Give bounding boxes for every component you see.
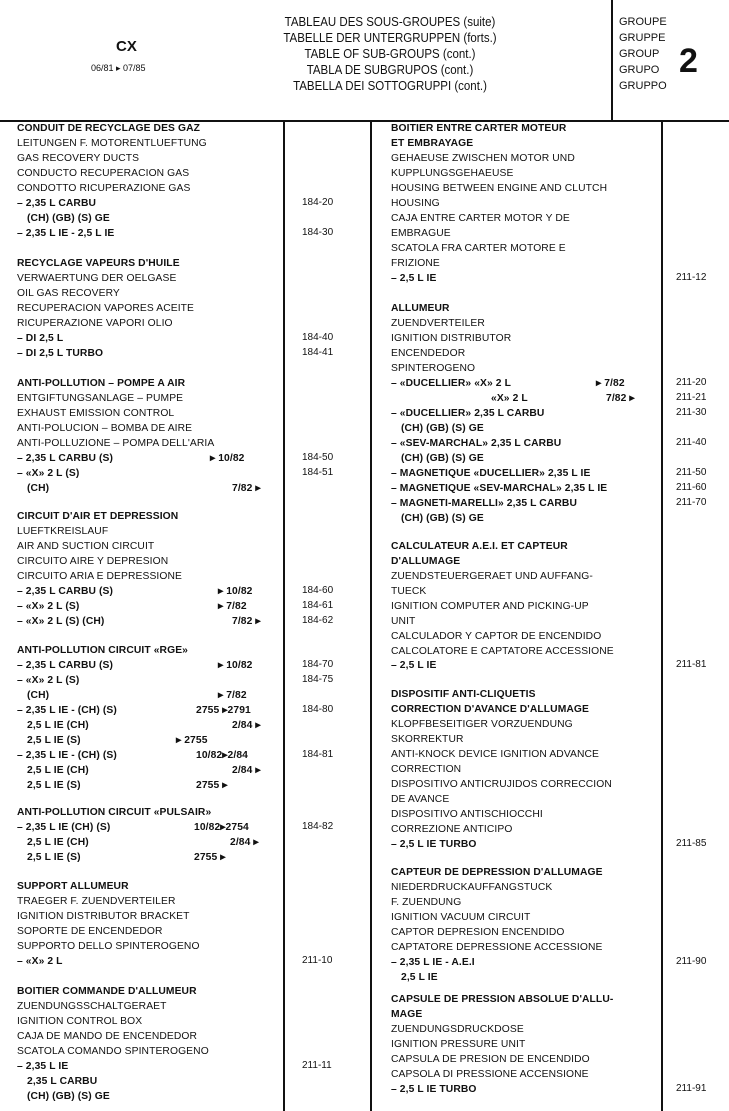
reference-number: 211-11	[302, 1060, 332, 1071]
entry-label: CAPSULE DE PRESSION ABSOLUE D'ALLU-	[391, 994, 614, 1005]
date-range-marker: 2/84 ▸	[232, 720, 261, 731]
entry-translation: SCATOLA FRA CARTER MOTORE E	[391, 243, 566, 254]
entry-label: 2,5 L IE (CH)	[27, 837, 89, 848]
entry-translation: LEITUNGEN F. MOTORENTLUEFTUNG	[17, 138, 207, 149]
entry-label: – 2,35 L IE - 2,5 L IE	[17, 228, 115, 239]
reference-number: 211-10	[302, 955, 333, 966]
reference-number: 211-50	[676, 467, 707, 478]
entry-label: ANTI-POLLUTION – POMPE A AIR	[17, 378, 186, 389]
entry-label: – 2,35 L CARBU (S)	[17, 586, 114, 597]
date-range-marker: 7/82 ▸	[232, 483, 261, 494]
reference-number: 184-62	[302, 615, 334, 626]
date-range-marker: 7/82 ▸	[606, 393, 635, 404]
reference-number: 184-60	[302, 585, 334, 596]
entry-translation: ZUENDUNGSDRUCKDOSE	[391, 1024, 524, 1035]
entry-label: – 2,35 L IE - (CH) (S)	[17, 705, 117, 716]
title-line: TABELLA DEI SOTTOGRUPPI (cont.)	[293, 79, 487, 93]
entry-translation: FRIZIONE	[391, 258, 440, 269]
entry-label: 2,5 L IE (CH)	[27, 720, 89, 731]
entry-translation: KLOPFBESEITIGER VORZUENDUNG	[391, 719, 573, 730]
reference-number: 211-20	[676, 377, 707, 388]
entry-translation: RICUPERAZIONE VAPORI OLIO	[17, 318, 173, 329]
entry-translation: CORRECTION	[391, 764, 462, 775]
entry-translation: CAJA ENTRE CARTER MOTOR Y DE	[391, 213, 570, 224]
entry-label: – 2,5 L IE TURBO	[391, 1084, 477, 1095]
entry-translation: RECUPERACION VAPORES ACEITE	[17, 303, 195, 314]
entry-translation: ANTI-POLLUZIONE – POMPA DELL'ARIA	[17, 438, 215, 449]
reference-number: 184-40	[302, 332, 334, 343]
entry-translation: NIEDERDRUCKAUFFANGSTUCK	[391, 882, 553, 893]
entry-label: D'ALLUMAGE	[391, 556, 461, 567]
entry-label: – «X» 2 L (S)	[17, 468, 80, 479]
entry-label: (CH) (GB) (S) GE	[401, 423, 484, 434]
group-label: GRUPPO	[619, 80, 667, 92]
entry-label: (CH) (GB) (S) GE	[27, 213, 110, 224]
entry-label: – 2,35 L CARBU (S)	[17, 660, 114, 671]
entry-label: – «SEV-MARCHAL» 2,35 L CARBU	[391, 438, 562, 449]
date-range-marker: ▸ 7/82	[218, 601, 247, 612]
entry-label: – MAGNETIQUE «DUCELLIER» 2,35 L IE	[391, 468, 591, 479]
date-range-marker: 2/84 ▸	[230, 837, 259, 848]
entry-translation: ENTGIFTUNGSANLAGE – PUMPE	[17, 393, 184, 404]
group-number: 2	[679, 42, 698, 80]
date-range-marker: ▸ 7/82	[596, 378, 625, 389]
reference-number: 184-82	[302, 821, 334, 832]
entry-translation: EMBRAGUE	[391, 228, 451, 239]
entry-label: DISPOSITIF ANTI-CLIQUETIS	[391, 689, 536, 700]
date-range-marker: ▸ 10/82	[218, 660, 253, 671]
entry-translation: IGNITION DISTRIBUTOR	[391, 333, 512, 344]
column-divider	[370, 120, 372, 1111]
entry-label: – «X» 2 L (S) (CH)	[17, 616, 105, 627]
reference-number: 184-41	[302, 347, 334, 358]
entry-label: – 2,5 L IE	[391, 273, 437, 284]
entry-translation: ENCENDEDOR	[391, 348, 466, 359]
entry-translation: LUEFTKREISLAUF	[17, 526, 109, 537]
entry-translation: GAS RECOVERY DUCTS	[17, 153, 140, 164]
reference-number: 211-90	[676, 956, 707, 967]
entry-translation: CALCOLATORE E CAPTATORE ACCESSIONE	[391, 646, 614, 657]
reference-number: 211-12	[676, 272, 707, 283]
entry-label: – 2,35 L IE - A.E.I	[391, 957, 475, 968]
entry-translation: IGNITION PRESSURE UNIT	[391, 1039, 526, 1050]
entry-label: – 2,5 L IE TURBO	[391, 839, 477, 850]
date-range-marker: ▸ 2755	[176, 735, 208, 746]
entry-translation: DISPOSITIVO ANTISCHIOCCHI	[391, 809, 543, 820]
group-labels	[619, 14, 667, 94]
entry-translation: CAJA DE MANDO DE ENCENDEDOR	[17, 1031, 198, 1042]
entry-translation: KUPPLUNGSGEHAEUSE	[391, 168, 514, 179]
entry-label: – 2,35 L IE	[17, 1061, 69, 1072]
entry-translation: UNIT	[391, 616, 416, 627]
entry-translation: CORREZIONE ANTICIPO	[391, 824, 513, 835]
entry-label: – «DUCELLIER» 2,35 L CARBU	[391, 408, 545, 419]
entry-translation: ZUENDVERTEILER	[391, 318, 485, 329]
entry-translation: SOPORTE DE ENCENDEDOR	[17, 926, 163, 937]
entry-label: – «X» 2 L (S)	[17, 675, 80, 686]
entry-translation: IGNITION VACUUM CIRCUIT	[391, 912, 531, 923]
entry-label: MAGE	[391, 1009, 423, 1020]
date-range-marker: 10/82▸2754	[194, 822, 249, 833]
entry-translation: OIL GAS RECOVERY	[17, 288, 120, 299]
group-divider	[611, 0, 613, 120]
entry-translation: IGNITION CONTROL BOX	[17, 1016, 143, 1027]
entry-translation: ZUENDSTEUERGERAET UND AUFFANG-	[391, 571, 593, 582]
entry-translation: ZUENDUNGSSCHALTGERAET	[17, 1001, 167, 1012]
entry-translation: SCATOLA COMANDO SPINTEROGENO	[17, 1046, 209, 1057]
entry-label: BOITIER ENTRE CARTER MOTEUR	[391, 123, 567, 134]
title-line: TABELLE DER UNTERGRUPPEN (forts.)	[283, 31, 497, 45]
entry-translation: CAPSOLA DI PRESSIONE ACCENSIONE	[391, 1069, 589, 1080]
entry-translation: AIR AND SUCTION CIRCUIT	[17, 541, 155, 552]
entry-label: 2,5 L IE	[401, 972, 438, 983]
entry-translation: ANTI-POLUCION – BOMBA DE AIRE	[17, 423, 193, 434]
date-range-marker: 7/82 ▸	[232, 616, 261, 627]
reference-number: 184-81	[302, 749, 334, 760]
entry-label: (CH)	[27, 690, 50, 701]
entry-translation: EXHAUST EMISSION CONTROL	[17, 408, 175, 419]
reference-number: 211-81	[676, 659, 707, 670]
reference-number: 184-50	[302, 452, 334, 463]
entry-translation: TUECK	[391, 586, 427, 597]
reference-number: 184-61	[302, 600, 334, 611]
entry-label: – «DUCELLIER» «X» 2 L	[391, 378, 511, 389]
entry-label: ALLUMEUR	[391, 303, 450, 314]
entry-label: – 2,35 L CARBU	[17, 198, 97, 209]
entry-label: (CH) (GB) (S) GE	[401, 513, 484, 524]
entry-translation: F. ZUENDUNG	[391, 897, 462, 908]
title-line: TABLE OF SUB-GROUPS (cont.)	[304, 47, 476, 61]
reference-number: 211-91	[676, 1083, 707, 1094]
date-range-marker: 2/84 ▸	[232, 765, 261, 776]
entry-translation: CONDOTTO RICUPERAZIONE GAS	[17, 183, 191, 194]
group-label: GROUPE	[619, 16, 667, 28]
page-titles	[230, 14, 550, 94]
entry-translation: CONDUCTO RECUPERACION GAS	[17, 168, 190, 179]
entry-translation: TRAEGER F. ZUENDVERTEILER	[17, 896, 176, 907]
date-range: 06/81 ▸ 07/85	[91, 63, 146, 73]
reference-number: 184-51	[302, 467, 334, 478]
title-line: TABLEAU DES SOUS-GROUPES (suite)	[284, 15, 496, 29]
entry-translation: CAPTATORE DEPRESSIONE ACCESSIONE	[391, 942, 603, 953]
reference-number: 211-21	[676, 392, 707, 403]
date-range-marker: ▸ 10/82	[210, 453, 245, 464]
entry-label: ANTI-POLLUTION CIRCUIT «PULSAIR»	[17, 807, 212, 818]
entry-translation: CAPTOR DEPRESION ENCENDIDO	[391, 927, 565, 938]
entry-translation: VERWAERTUNG DER OELGASE	[17, 273, 177, 284]
entry-translation: CALCULADOR Y CAPTOR DE ENCENDIDO	[391, 631, 602, 642]
entry-label: – 2,5 L IE	[391, 660, 437, 671]
entry-translation: IGNITION COMPUTER AND PICKING-UP	[391, 601, 589, 612]
reference-number: 184-70	[302, 659, 334, 670]
reference-number: 211-40	[676, 437, 707, 448]
group-label: GRUPO	[619, 64, 660, 76]
entry-label: «X» 2 L	[491, 393, 528, 404]
entry-label: 2,5 L IE (S)	[27, 735, 81, 746]
entry-translation: CIRCUITO AIRE Y DEPRESION	[17, 556, 169, 567]
entry-label: – «X» 2 L (S)	[17, 601, 80, 612]
reference-number: 184-20	[302, 197, 334, 208]
entry-label: – MAGNETI-MARELLI» 2,35 L CARBU	[391, 498, 577, 509]
entry-label: SUPPORT ALLUMEUR	[17, 881, 129, 892]
entry-label: – MAGNETIQUE «SEV-MARCHAL» 2,35 L IE	[391, 483, 608, 494]
entry-label: BOITIER COMMANDE D'ALLUMEUR	[17, 986, 197, 997]
group-label: GRUPPE	[619, 32, 666, 44]
date-range-marker: ▸ 7/82	[218, 690, 247, 701]
entry-label: RECYCLAGE VAPEURS D'HUILE	[17, 258, 180, 269]
entry-label: CIRCUIT D'AIR ET DEPRESSION	[17, 511, 179, 522]
entry-label: CALCULATEUR A.E.I. ET CAPTEUR	[391, 541, 568, 552]
entry-label: CONDUIT DE RECYCLAGE DES GAZ	[17, 123, 201, 134]
model-name: CX	[116, 38, 137, 55]
entry-translation: CAPSULA DE PRESION DE ENCENDIDO	[391, 1054, 590, 1065]
entry-label: 2,5 L IE (CH)	[27, 765, 89, 776]
entry-translation: IGNITION DISTRIBUTOR BRACKET	[17, 911, 190, 922]
entry-label: – DI 2,5 L TURBO	[17, 348, 104, 359]
entry-label: – «X» 2 L	[17, 956, 63, 967]
reference-number: 211-60	[676, 482, 707, 493]
entry-translation: SPINTEROGENO	[391, 363, 476, 374]
title-line: TABLA DE SUBGRUPOS (cont.)	[306, 63, 474, 77]
entry-label: (CH) (GB) (S) GE	[401, 453, 484, 464]
entry-label: (CH)	[27, 483, 50, 494]
reference-number: 211-85	[676, 838, 707, 849]
entry-translation: GEHAEUSE ZWISCHEN MOTOR UND	[391, 153, 575, 164]
entry-label: – DI 2,5 L	[17, 333, 64, 344]
entry-translation: HOUSING BETWEEN ENGINE AND CLUTCH	[391, 183, 608, 194]
reference-number: 211-30	[676, 407, 707, 418]
entry-label: 2,5 L IE (S)	[27, 780, 81, 791]
group-label: GROUP	[619, 48, 660, 60]
date-range-marker: 2755 ▸	[196, 780, 228, 791]
entry-translation: SUPPORTO DELLO SPINTEROGENO	[17, 941, 200, 952]
right-ref-divider	[661, 120, 663, 1111]
reference-number: 184-80	[302, 704, 334, 715]
reference-number: 211-70	[676, 497, 707, 508]
entry-translation: CIRCUITO ARIA E DEPRESSIONE	[17, 571, 183, 582]
entry-translation: ANTI-KNOCK DEVICE IGNITION ADVANCE	[391, 749, 600, 760]
entry-label: – 2,35 L CARBU (S)	[17, 453, 114, 464]
entry-label: 2,35 L CARBU	[27, 1076, 98, 1087]
entry-label: CORRECTION D'AVANCE D'ALLUMAGE	[391, 704, 590, 715]
date-range-marker: 2755 ▸2791	[196, 705, 251, 716]
date-range-marker: ▸ 10/82	[218, 586, 253, 597]
reference-number: 184-30	[302, 227, 334, 238]
entry-label: ANTI-POLLUTION CIRCUIT «RGE»	[17, 645, 188, 656]
entry-label: – 2,35 L IE (CH) (S)	[17, 822, 111, 833]
entry-translation: SKORREKTUR	[391, 734, 464, 745]
entry-label: (CH) (GB) (S) GE	[27, 1091, 110, 1102]
reference-number: 184-75	[302, 674, 334, 685]
entry-label: – 2,35 L IE - (CH) (S)	[17, 750, 117, 761]
entry-label: 2,5 L IE (S)	[27, 852, 81, 863]
entry-label: CAPTEUR DE DEPRESSION D'ALLUMAGE	[391, 867, 603, 878]
entry-translation: DISPOSITIVO ANTICRUJIDOS CORRECCION	[391, 779, 612, 790]
left-ref-divider	[283, 120, 285, 1111]
entry-translation: DE AVANCE	[391, 794, 450, 805]
entry-translation: HOUSING	[391, 198, 440, 209]
date-range-marker: 10/82▸2/84	[196, 750, 248, 761]
entry-label: ET EMBRAYAGE	[391, 138, 474, 149]
date-range-marker: 2755 ▸	[194, 852, 226, 863]
